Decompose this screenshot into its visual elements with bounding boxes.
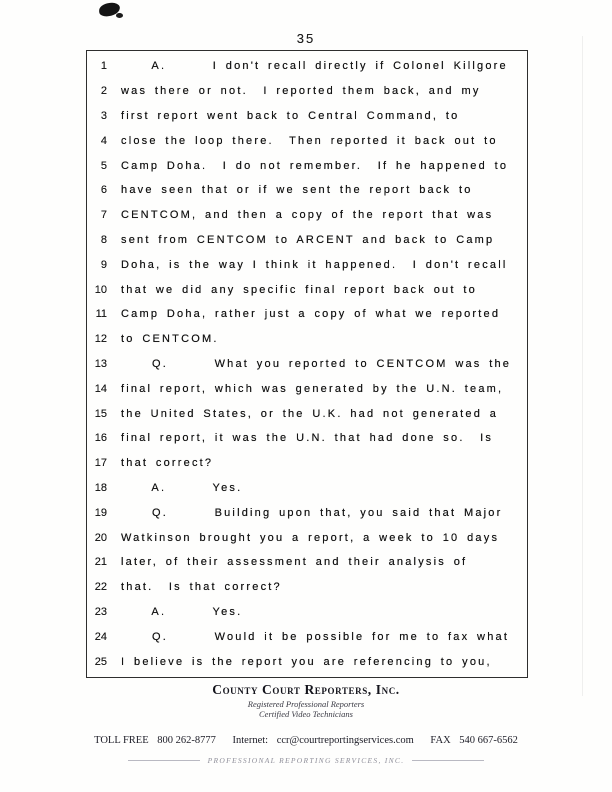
toll-free-number: 800 262-8777 [157, 735, 216, 746]
line-text: to CENTCOM. [121, 333, 219, 346]
transcript-line [87, 302, 527, 327]
line-text: that correct? [121, 457, 214, 470]
line-number: 20 [94, 531, 107, 544]
line-number: 1 [100, 60, 107, 73]
line-text: Camp Doha. I do not remember. If he happened to [121, 159, 509, 172]
transcript-line [87, 79, 527, 104]
internet-label: Internet: [232, 735, 269, 746]
line-number: 7 [100, 209, 107, 222]
line-text: that we did any specific final report back out to [121, 283, 477, 296]
transcript-line [87, 649, 527, 674]
transcript-border-box [86, 50, 528, 678]
transcript-line [87, 153, 527, 178]
line-text: A. Yes. [121, 481, 243, 494]
transcript-line [87, 178, 527, 203]
line-text: have seen that or if we sent the report back to [121, 184, 473, 197]
line-text: Camp Doha, rather just a copy of what we reported [121, 308, 501, 321]
transcript-line [87, 128, 527, 153]
line-text: Q. Building upon that, you said that Major [121, 506, 503, 519]
line-number: 24 [94, 630, 107, 643]
line-number: 22 [94, 581, 107, 594]
line-number: 8 [100, 233, 107, 246]
line-number: 11 [95, 308, 107, 321]
line-number: 23 [94, 605, 107, 618]
transcript-line [87, 352, 527, 377]
line-text: final report, it was the U.N. that had done so. Is [121, 432, 494, 445]
line-number: 5 [100, 159, 107, 172]
line-number: 3 [100, 109, 107, 122]
line-text: the United States, or the U.K. had not generated a [121, 407, 499, 420]
scan-edge-line [582, 36, 583, 696]
transcript-line [87, 54, 527, 79]
line-number: 9 [100, 258, 107, 271]
transcript-line [87, 252, 527, 277]
transcript-line [87, 401, 527, 426]
toll-free-label: TOLL FREE [94, 735, 149, 746]
line-number: 12 [94, 333, 107, 346]
line-text: Doha, is the way I think it happened. I don't recall [121, 258, 508, 271]
company-name: County Court Reporters, Inc. [212, 682, 400, 697]
transcript-line [87, 426, 527, 451]
line-text: was there or not. I reported them back, and my [121, 85, 481, 98]
scan-artifact-blob [116, 13, 123, 18]
transcript-line [87, 600, 527, 625]
services-text: PROFESSIONAL REPORTING SERVICES, INC. [207, 756, 405, 765]
line-number: 21 [94, 556, 107, 569]
line-text: Q. What you reported to CENTCOM was the [121, 357, 512, 370]
line-text: that. Is that correct? [121, 581, 282, 594]
line-text: first report went back to Central Command, to [121, 109, 460, 122]
contact-line [0, 734, 612, 747]
line-number: 19 [94, 506, 107, 519]
transcript-line [87, 451, 527, 476]
fax-number: 540 667-6562 [459, 735, 518, 746]
line-number: 14 [94, 382, 107, 395]
transcript-line [87, 277, 527, 302]
internet-email: ccr@courtreportingservices.com [276, 735, 414, 746]
line-text: close the loop there. Then reported it back out to [121, 134, 498, 147]
line-number: 6 [100, 184, 107, 197]
line-number: 2 [100, 85, 107, 98]
transcript-line [87, 500, 527, 525]
line-text: Q. Would it be possible for me to fax what [121, 630, 510, 643]
transcript-line [87, 104, 527, 129]
line-text: A. Yes. [121, 605, 243, 618]
page-number: 35 [296, 31, 316, 46]
line-number: 18 [94, 481, 107, 494]
transcript-line [87, 376, 527, 401]
line-text: I believe is the report you are referencing to you, [121, 655, 492, 668]
line-number: 25 [94, 655, 107, 668]
fax-label: FAX [430, 735, 451, 746]
tagline-registered: Registered Professional Reporters [247, 699, 365, 709]
line-text: sent from CENTCOM to ARCENT and back to Camp [121, 233, 495, 246]
line-text: later, of their assessment and their analysis of [121, 556, 468, 569]
transcript-line [87, 525, 527, 550]
line-text: Watkinson brought you a report, a week to 10 days [121, 531, 500, 544]
transcript-line [87, 327, 527, 352]
line-number: 15 [94, 407, 107, 420]
line-text: final report, which was generated by the U.N. team, [121, 382, 504, 395]
transcript-line [87, 575, 527, 600]
transcript-line [87, 228, 527, 253]
line-number: 10 [94, 283, 107, 296]
transcript-line [87, 476, 527, 501]
line-number: 16 [94, 432, 107, 445]
services-line [0, 756, 612, 765]
line-text: CENTCOM, and then a copy of the report that was [121, 209, 494, 222]
tagline-certified: Certified Video Technicians [259, 709, 353, 719]
line-number: 4 [100, 134, 107, 147]
line-number: 17 [94, 457, 107, 470]
reporter-letterhead [0, 681, 612, 765]
line-text: A. I don't recall directly if Colonel Killgore [121, 60, 508, 73]
transcript-line [87, 203, 527, 228]
transcript-line [87, 624, 527, 649]
transcript-lines [87, 54, 527, 674]
line-number: 13 [94, 357, 107, 370]
transcript-line [87, 550, 527, 575]
